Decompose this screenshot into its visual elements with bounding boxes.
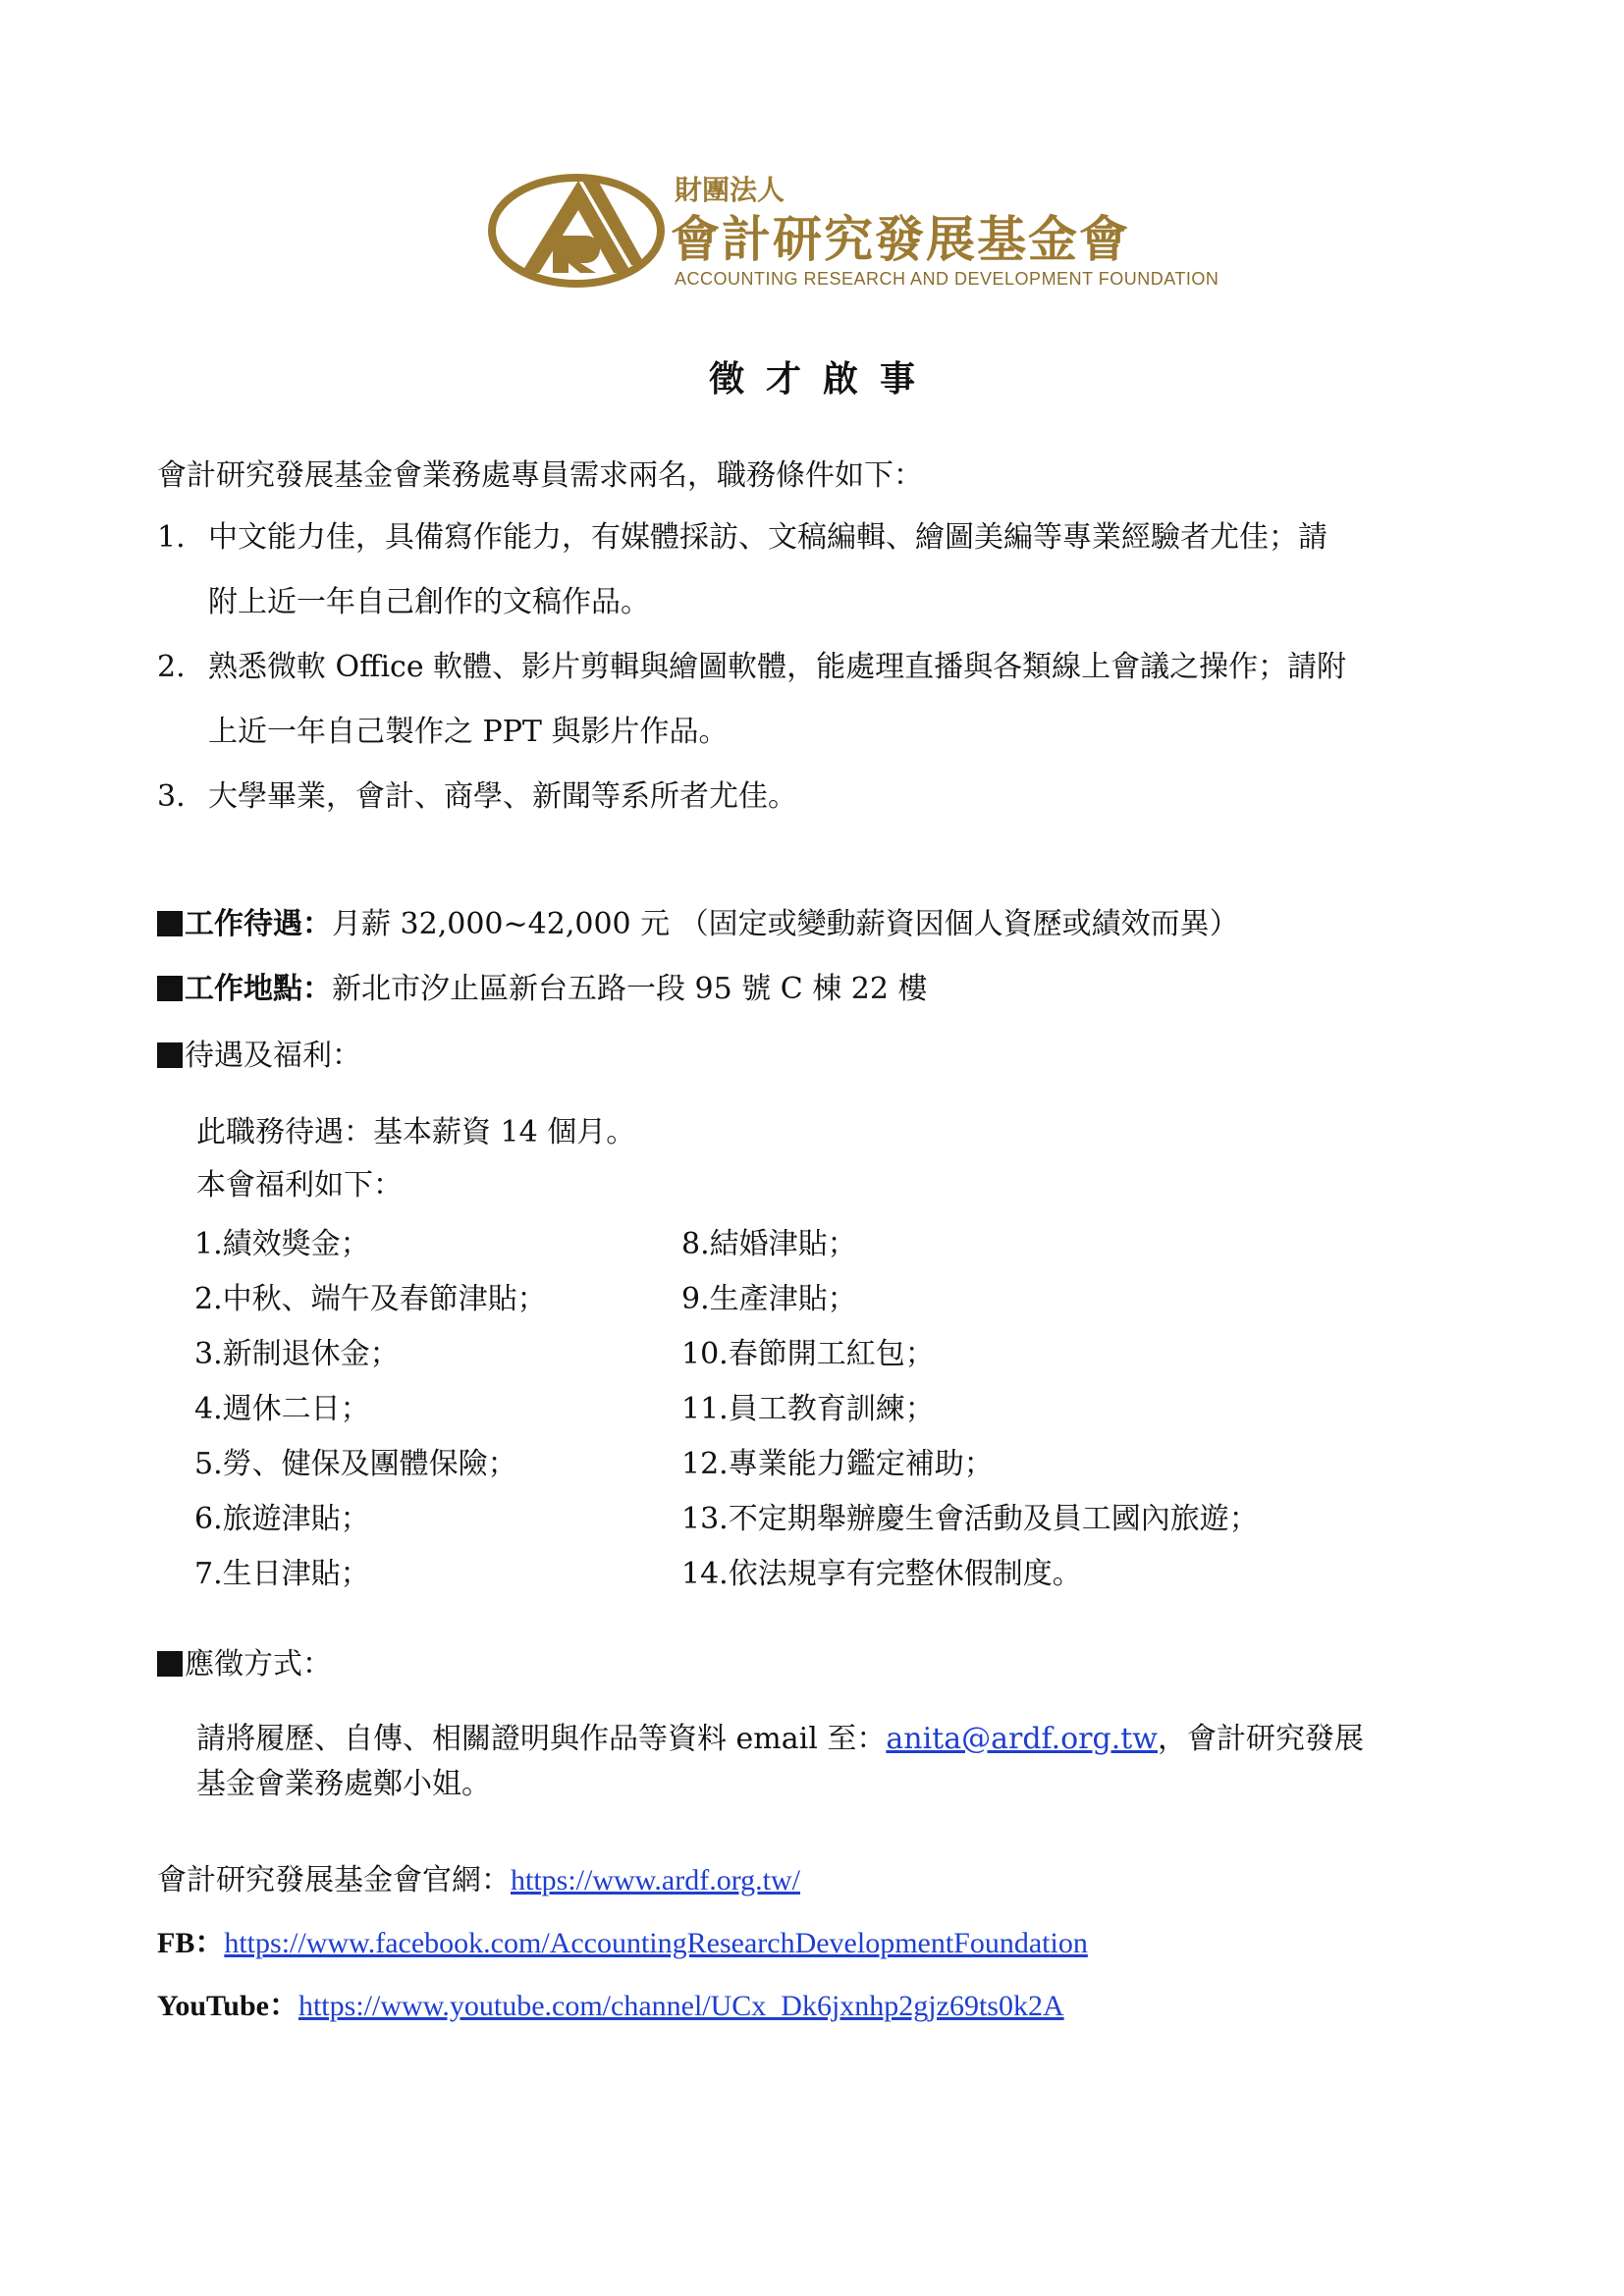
benefit-item: 4.週休二日； <box>194 1392 370 1426</box>
requirement-text: 附上近一年自己創作的文稿作品。 <box>208 585 650 619</box>
benefit-item: 3.新制退休金； <box>194 1337 400 1371</box>
requirement-text: 大學畢業，會計、商學、新聞等系所者尤佳。 <box>208 779 797 814</box>
benefit-item: 14.依法規享有完整休假制度。 <box>681 1557 1082 1591</box>
benefit-item: 6.旅遊津貼； <box>194 1502 370 1536</box>
benefits-intro: 本會福利如下： <box>196 1168 403 1202</box>
square-bullet-icon <box>157 976 183 1001</box>
apply-text-line2: 基金會業務處鄭小姐。 <box>196 1767 491 1801</box>
logo-name: 會計研究發展基金會 <box>671 211 1130 268</box>
benefits-label: 待遇及福利： <box>185 1039 361 1073</box>
square-bullet-icon <box>157 1042 183 1068</box>
facebook-line <box>157 1924 1088 1963</box>
website-label: 會計研究發展基金會官網： <box>157 1863 511 1897</box>
requirement-text: 熟悉微軟 Office 軟體、影片剪輯與繪圖軟體，能處理直播與各類線上會議之操作；請附 <box>208 650 1347 684</box>
website-line <box>157 1861 800 1900</box>
email-link[interactable]: anita@ardf.org.tw <box>886 1722 1158 1756</box>
apply-text-line1 <box>196 1720 1364 1759</box>
youtube-link[interactable]: https://www.youtube.com/channel/UCx_Dk6jxnhp2gjz69ts0k2A <box>298 1990 1064 2022</box>
logo-subtitle: 財團法人 <box>675 174 785 206</box>
benefit-item: 8.結婚津貼； <box>681 1227 857 1261</box>
benefit-item: 9.生產津貼； <box>681 1282 857 1316</box>
requirement-text: 上近一年自己製作之 PPT 與影片作品。 <box>208 715 729 749</box>
benefit-item: 13.不定期舉辦慶生會活動及員工國內旅遊； <box>681 1502 1259 1536</box>
foundation-emblem-icon <box>488 167 665 294</box>
requirement-number: 1. <box>157 520 186 555</box>
facebook-label: FB： <box>157 1927 225 1959</box>
benefit-item: 10.春節開工紅包； <box>681 1337 935 1371</box>
benefits-pay: 此職務待遇：基本薪資 14 個月。 <box>196 1115 636 1149</box>
location-value: 新北市汐止區新台五路一段 95 號 C 棟 22 樓 <box>332 972 928 1006</box>
logo-english-name: ACCOUNTING RESEARCH AND DEVELOPMENT FOUNDATION <box>675 269 1219 289</box>
youtube-label: YouTube： <box>157 1990 298 2022</box>
salary-section <box>157 905 1239 944</box>
benefit-item: 11.員工教育訓練； <box>681 1392 935 1426</box>
benefit-item: 1.績效獎金； <box>194 1227 370 1261</box>
website-link[interactable]: https://www.ardf.org.tw/ <box>511 1864 800 1896</box>
location-section <box>157 970 928 1009</box>
intro-text: 會計研究發展基金會業務處專員需求兩名，職務條件如下： <box>157 458 923 493</box>
foundation-logo <box>488 167 1219 294</box>
apply-label: 應徵方式： <box>185 1647 332 1682</box>
salary-label: 工作待遇： <box>185 907 332 941</box>
apply-section-heading <box>157 1645 332 1684</box>
page-title: 徵才啟事 <box>708 358 937 400</box>
benefit-item: 2.中秋、端午及春節津貼； <box>194 1282 547 1316</box>
requirement-number: 3. <box>157 779 186 814</box>
benefit-item: 7.生日津貼； <box>194 1557 370 1591</box>
benefits-section-heading <box>157 1037 361 1076</box>
location-label: 工作地點： <box>185 972 332 1006</box>
requirement-text: 中文能力佳，具備寫作能力，有媒體採訪、文稿編輯、繪圖美編等專業經驗者尤佳；請 <box>208 520 1327 555</box>
benefit-item: 5.勞、健保及團體保險； <box>194 1447 517 1481</box>
facebook-link[interactable]: https://www.facebook.com/AccountingResearchDevelopmentFoundation <box>224 1927 1088 1959</box>
square-bullet-icon <box>157 1651 183 1677</box>
apply-text: ，會計研究發展 <box>1157 1722 1364 1756</box>
salary-value: 月薪 32,000~42,000 元 （固定或變動薪資因個人資歷或績效而異） <box>332 907 1239 941</box>
benefit-item: 12.專業能力鑑定補助； <box>681 1447 994 1481</box>
requirement-number: 2. <box>157 650 186 684</box>
youtube-line <box>157 1987 1064 2026</box>
square-bullet-icon <box>157 911 183 936</box>
apply-text: 請將履歷、自傳、相關證明與作品等資料 email 至： <box>196 1722 887 1756</box>
